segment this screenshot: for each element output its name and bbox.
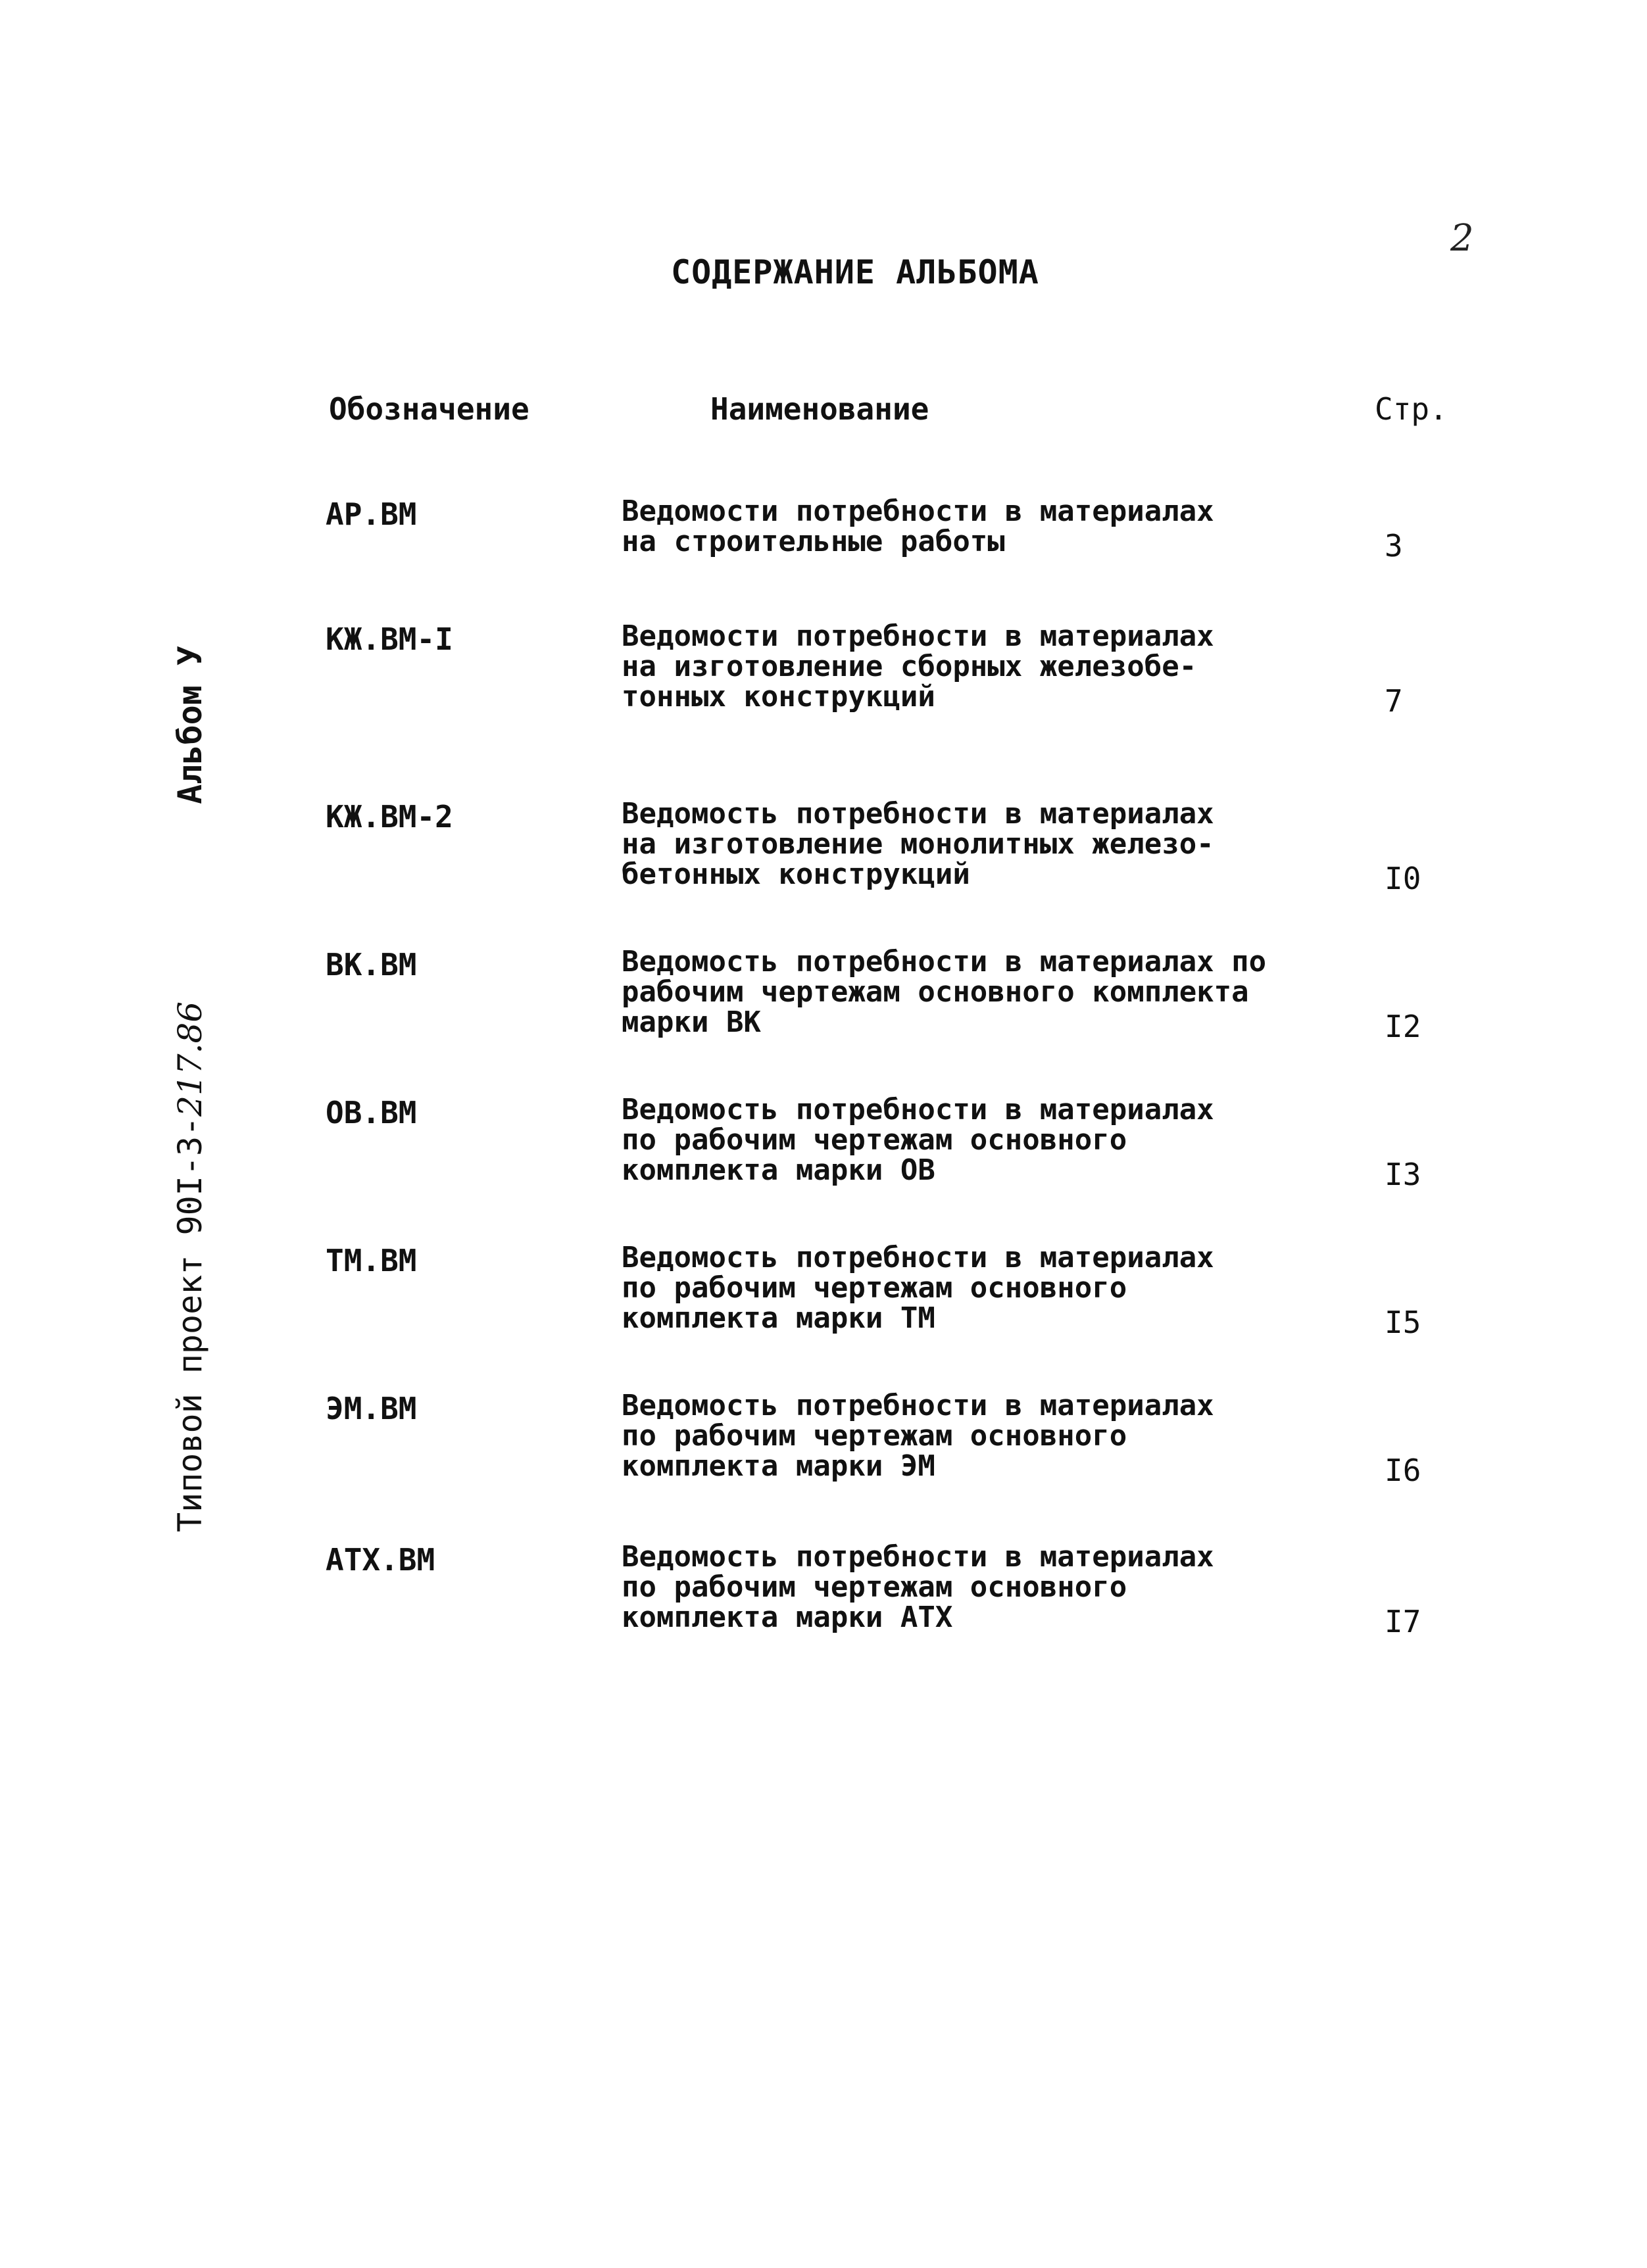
row-code: ЭМ.ВМ (326, 1391, 417, 1426)
row-name (622, 496, 1345, 557)
row-name (622, 799, 1345, 890)
row-name-line: Ведомость потребности в материалах (622, 1389, 1214, 1422)
row-name-line: на изготовление сборных железобе- (622, 650, 1197, 683)
row-name-line: Ведомость потребности в материалах (622, 797, 1214, 831)
row-page: 3 (1385, 528, 1403, 564)
header-code: Обозначение (329, 391, 529, 427)
row-name-line: по рабочим чертежам основного (622, 1271, 1127, 1305)
row-name-line: марки ВК (622, 1005, 761, 1039)
row-name (622, 947, 1345, 1038)
row-name-line: на строительные работы (622, 525, 1005, 558)
row-name-line: комплекта марки ЭМ (622, 1449, 935, 1483)
album-label: Альбом У (171, 645, 209, 804)
row-name-line: комплекта марки АТХ (622, 1601, 953, 1634)
row-name (622, 1542, 1345, 1633)
row-page: I6 (1385, 1453, 1421, 1488)
row-name-line: Ведомость потребности в материалах (622, 1241, 1214, 1274)
row-name-line: на изготовление монолитных железо- (622, 827, 1214, 861)
row-code: ВК.ВМ (326, 947, 417, 982)
row-name-line: бетонных конструкций (622, 857, 970, 891)
row-code: АР.ВМ (326, 496, 417, 532)
row-name (622, 1391, 1345, 1482)
row-name (622, 1243, 1345, 1334)
row-name-line: тонных конструкций (622, 680, 935, 713)
row-page: 7 (1385, 683, 1403, 719)
row-name-line: комплекта марки ОВ (622, 1153, 935, 1187)
row-code: КЖ.ВМ-2 (326, 799, 453, 834)
row-name-line: по рабочим чертежам основного (622, 1123, 1127, 1157)
header-name: Наименование (710, 391, 929, 427)
row-name-line: комплекта марки ТМ (622, 1301, 935, 1335)
row-page: I5 (1385, 1305, 1421, 1340)
project-designation (171, 1001, 209, 1532)
row-page: I2 (1385, 1009, 1421, 1044)
row-page: I7 (1385, 1604, 1421, 1639)
document-title: СОДЕРЖАНИЕ АЛЬБОМА (671, 253, 1039, 291)
row-name-line: по рабочим чертежам основного (622, 1419, 1127, 1453)
row-page: I3 (1385, 1157, 1421, 1192)
row-code: ОВ.ВМ (326, 1095, 417, 1130)
header-page: Стр. (1375, 391, 1448, 427)
row-code: КЖ.ВМ-I (326, 621, 453, 657)
row-name-line: Ведомость потребности в материалах (622, 1540, 1214, 1574)
row-name (622, 621, 1345, 712)
row-name (622, 1095, 1345, 1186)
row-code: АТХ.ВМ (326, 1542, 435, 1578)
project-number-handwritten: 217.86 (171, 1001, 209, 1117)
row-name-line: Ведомости потребности в материалах (622, 495, 1214, 528)
row-name-line: рабочим чертежам основного комплекта (622, 975, 1249, 1009)
row-name-line: по рабочим чертежам основного (622, 1570, 1127, 1604)
project-prefix: Типовой проект 90I-3- (171, 1116, 209, 1532)
row-name-line: Ведомость потребности в материалах по (622, 945, 1267, 978)
row-name-line: Ведомости потребности в материалах (622, 619, 1214, 653)
row-page: I0 (1385, 861, 1421, 896)
row-code: ТМ.ВМ (326, 1243, 417, 1278)
row-name-line: Ведомость потребности в материалах (622, 1093, 1214, 1126)
page-number: 2 (1450, 217, 1474, 260)
